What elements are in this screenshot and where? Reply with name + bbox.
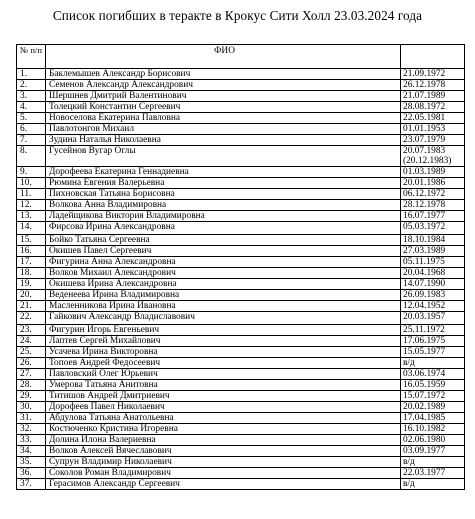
row-number-cell: 25. xyxy=(17,347,46,358)
row-date-cell xyxy=(401,178,465,189)
birth-date: 16.07.1977 xyxy=(403,211,446,221)
row-number-cell: 10. xyxy=(17,178,46,189)
row-name-cell: Волкова Анна Владимировна xyxy=(46,200,401,211)
birth-date: 20.02.1989 xyxy=(403,402,446,412)
table-row xyxy=(17,135,465,146)
row-number-cell: 29. xyxy=(17,391,46,402)
table-row xyxy=(17,402,465,413)
table-row xyxy=(17,369,465,380)
table-row xyxy=(17,290,465,301)
row-date-cell xyxy=(401,167,465,178)
birth-date: в/д xyxy=(403,358,415,368)
row-name-cell: Павловский Олег Юрьевич xyxy=(46,369,401,380)
birth-date: 02.06.1980 xyxy=(403,435,446,445)
birth-date: 16.10.1982 xyxy=(403,424,446,434)
birth-date: в/д xyxy=(403,479,415,489)
table-row xyxy=(17,222,465,235)
table-row xyxy=(17,257,465,268)
row-number-cell: 4. xyxy=(17,102,46,113)
row-date-cell xyxy=(401,290,465,301)
row-name-cell: Титишов Андрей Дмитриевич xyxy=(46,391,401,402)
row-name-cell: Гайкович Александр Владиславович xyxy=(46,312,401,325)
row-date-cell xyxy=(401,102,465,113)
row-name-cell: Окишев Павел Сергеевич xyxy=(46,246,401,257)
row-date-cell xyxy=(401,235,465,246)
row-name-cell: Веденеева Ирина Владимировна xyxy=(46,290,401,301)
row-name-cell: Ладейщикова Виктория Владимировна xyxy=(46,211,401,222)
birth-date: 01.03.1989 xyxy=(403,167,446,177)
row-date-cell xyxy=(401,189,465,200)
row-number-cell: 5. xyxy=(17,113,46,124)
row-date-cell xyxy=(401,413,465,424)
row-name-cell: Волков Михаил Александрович xyxy=(46,268,401,279)
document-title: Список погибших в теракте в Крокус Сити Холл 23.03.2024 года xyxy=(52,8,423,23)
column-header-date xyxy=(401,45,465,69)
row-date-cell xyxy=(401,457,465,468)
table-row xyxy=(17,211,465,222)
table-row xyxy=(17,413,465,424)
row-number-cell: 22. xyxy=(17,312,46,325)
table-row xyxy=(17,347,465,358)
row-date-cell xyxy=(401,268,465,279)
row-number-cell: 9. xyxy=(17,167,46,178)
row-number-cell: 2. xyxy=(17,80,46,91)
table-row xyxy=(17,113,465,124)
table-row xyxy=(17,279,465,290)
row-name-cell: Толецкий Константин Сергеевич xyxy=(46,102,401,113)
row-date-cell xyxy=(401,257,465,268)
table-row xyxy=(17,124,465,135)
birth-date: 25.11.1972 xyxy=(403,325,445,335)
row-number-cell: 11. xyxy=(17,189,46,200)
row-number-cell: 34. xyxy=(17,446,46,457)
row-name-cell: Долина Илона Валериевна xyxy=(46,435,401,446)
birth-date: 26.12.1978 xyxy=(403,80,446,90)
table-row xyxy=(17,380,465,391)
table-header-row xyxy=(17,45,465,69)
row-date-cell xyxy=(401,369,465,380)
row-number-cell: 18. xyxy=(17,268,46,279)
birth-date: 22.03.1977 xyxy=(403,468,446,478)
row-name-cell: Лаптев Сергей Михайлович xyxy=(46,336,401,347)
row-date-cell xyxy=(401,446,465,457)
table-row xyxy=(17,468,465,479)
row-date-cell xyxy=(401,402,465,413)
table-row xyxy=(17,446,465,457)
birth-date: 18.10.1984 xyxy=(403,235,446,245)
row-name-cell: Новоселова Екатерина Павловна xyxy=(46,113,401,124)
table-row xyxy=(17,102,465,113)
table-row xyxy=(17,178,465,189)
row-name-cell: Костюченко Кристина Игоревна xyxy=(46,424,401,435)
row-date-cell xyxy=(401,222,465,235)
row-name-cell: Топоев Андрей Федосеевич xyxy=(46,358,401,369)
row-date-cell xyxy=(401,435,465,446)
table-body xyxy=(17,69,465,490)
row-number-cell: 14. xyxy=(17,222,46,235)
birth-date: 03.09.1977 xyxy=(403,446,446,456)
row-number-cell: 33. xyxy=(17,435,46,446)
row-number-cell: 28. xyxy=(17,380,46,391)
table-row xyxy=(17,457,465,468)
table-row xyxy=(17,479,465,490)
birth-date: 16.05.1959 xyxy=(403,380,446,390)
table-row xyxy=(17,69,465,80)
row-date-cell xyxy=(401,336,465,347)
row-date-cell xyxy=(401,113,465,124)
row-name-cell: Усачева Ирина Викторовна xyxy=(46,347,401,358)
row-date-cell xyxy=(401,135,465,146)
table-row xyxy=(17,80,465,91)
row-name-cell: Зудина Наталья Николаевна xyxy=(46,135,401,146)
row-number-cell: 13. xyxy=(17,211,46,222)
birth-date: 12.04.1952 xyxy=(403,301,446,311)
row-date-cell xyxy=(401,312,465,325)
row-number-cell: 23. xyxy=(17,325,46,336)
table-row xyxy=(17,301,465,312)
birth-date: 05.03.1972 xyxy=(403,222,446,232)
row-date-cell xyxy=(401,211,465,222)
row-number-cell: 19. xyxy=(17,279,46,290)
row-name-cell: Масленникова Ирина Ивановна xyxy=(46,301,401,312)
birth-date: 23.07.1979 xyxy=(403,135,446,145)
row-name-cell: Окишева Ирина Александровна xyxy=(46,279,401,290)
birth-date: 14.07.1990 xyxy=(403,279,446,289)
birth-date: 03.06.1974 xyxy=(403,369,446,379)
row-number-cell: 8. xyxy=(17,146,46,167)
table-row xyxy=(17,391,465,402)
row-date-cell xyxy=(401,80,465,91)
row-date-cell xyxy=(401,69,465,80)
table-row xyxy=(17,235,465,246)
birth-date: 28.12.1978 xyxy=(403,200,446,210)
row-name-cell: Супрун Владимир Николаевич xyxy=(46,457,401,468)
row-name-cell: Гусейнов Вугар Оглы xyxy=(46,146,401,167)
row-date-cell xyxy=(401,301,465,312)
birth-date: 20.07.1983 xyxy=(403,146,446,156)
row-number-cell: 17. xyxy=(17,257,46,268)
birth-date: 17.04.1985 xyxy=(403,413,446,423)
birth-date: 26.09.1983 xyxy=(403,290,446,300)
birth-date: 15.05.1977 xyxy=(403,347,446,357)
birth-date: 21.09.1972 xyxy=(403,69,446,79)
birth-date: 21.07.1989 xyxy=(403,91,446,101)
row-name-cell: Фигурина Анна Александровна xyxy=(46,257,401,268)
row-name-cell: Пихновская Татьяна Борисовна xyxy=(46,189,401,200)
row-name-cell: Семенов Александр Александрович xyxy=(46,80,401,91)
table-row xyxy=(17,200,465,211)
row-name-cell: Герасимов Александр Сергеевич xyxy=(46,479,401,490)
table-row xyxy=(17,189,465,200)
birth-date: 22.05.1981 xyxy=(403,113,446,123)
birth-date: 20.04.1968 xyxy=(403,268,446,278)
row-date-cell xyxy=(401,325,465,336)
row-number-cell: 20. xyxy=(17,290,46,301)
row-name-cell: Рюмина Евгения Валерьевна xyxy=(46,178,401,189)
birth-date: 28.08.1972 xyxy=(403,102,446,112)
row-date-cell xyxy=(401,91,465,102)
row-date-cell xyxy=(401,391,465,402)
birth-date: в/д xyxy=(403,457,415,467)
table-row xyxy=(17,167,465,178)
row-number-cell: 12. xyxy=(17,200,46,211)
row-date-cell xyxy=(401,468,465,479)
table-row xyxy=(17,358,465,369)
birth-date: 01.01.1953 xyxy=(403,124,446,134)
row-number-cell: 6. xyxy=(17,124,46,135)
row-number-cell: 27. xyxy=(17,369,46,380)
row-number-cell: 7. xyxy=(17,135,46,146)
column-header-number: № п/п xyxy=(17,45,46,69)
row-number-cell: 21. xyxy=(17,301,46,312)
row-name-cell: Фигурин Игорь Евгеньевич xyxy=(46,325,401,336)
table-row xyxy=(17,268,465,279)
row-number-cell: 37. xyxy=(17,479,46,490)
row-number-cell: 3. xyxy=(17,91,46,102)
birth-date: 06.12.1972 xyxy=(403,189,446,199)
row-name-cell: Умерова Татьяна Анитовна xyxy=(46,380,401,391)
table-row xyxy=(17,435,465,446)
table-row xyxy=(17,325,465,336)
table-row xyxy=(17,336,465,347)
birth-date: 05.11.1975 xyxy=(403,257,445,267)
birth-date: 27.03.1989 xyxy=(403,246,446,256)
row-number-cell: 16. xyxy=(17,246,46,257)
row-name-cell: Дорофеева Екатерина Геннадиевна xyxy=(46,167,401,178)
row-date-cell xyxy=(401,146,465,167)
row-name-cell: Соколов Роман Владимирович xyxy=(46,468,401,479)
row-number-cell: 15. xyxy=(17,235,46,246)
birth-date-alternate: (20.12.1983) xyxy=(403,156,452,166)
row-number-cell: 24. xyxy=(17,336,46,347)
row-number-cell: 30. xyxy=(17,402,46,413)
row-date-cell xyxy=(401,380,465,391)
row-date-cell xyxy=(401,347,465,358)
row-name-cell: Дорофеев Павел Николаевич xyxy=(46,402,401,413)
row-name-cell: Фирсова Ирина Александровна xyxy=(46,222,401,235)
table-row xyxy=(17,424,465,435)
row-name-cell: Павлотонгов Михаил xyxy=(46,124,401,135)
row-number-cell: 1. xyxy=(17,69,46,80)
row-name-cell: Волков Алексей Вячеславович xyxy=(46,446,401,457)
row-date-cell xyxy=(401,246,465,257)
row-number-cell: 31. xyxy=(17,413,46,424)
row-name-cell: Шершнев Дмитрий Валентинович xyxy=(46,91,401,102)
row-number-cell: 26. xyxy=(17,358,46,369)
row-date-cell xyxy=(401,124,465,135)
row-number-cell: 36. xyxy=(17,468,46,479)
table-row xyxy=(17,246,465,257)
row-date-cell xyxy=(401,200,465,211)
row-date-cell xyxy=(401,358,465,369)
birth-date: 15.07.1972 xyxy=(403,391,446,401)
victims-table xyxy=(16,44,465,490)
row-name-cell: Абдулова Татьяна Анатольевна xyxy=(46,413,401,424)
row-number-cell: 32. xyxy=(17,424,46,435)
table-row xyxy=(17,146,465,167)
birth-date: 20.03.1957 xyxy=(403,312,446,322)
birth-date: 17.06.1975 xyxy=(403,336,446,346)
table-row xyxy=(17,312,465,325)
row-date-cell xyxy=(401,279,465,290)
column-header-name: ФИО xyxy=(46,45,401,69)
row-number-cell: 35. xyxy=(17,457,46,468)
table-row xyxy=(17,91,465,102)
row-name-cell: Бойко Татьяна Сергеевна xyxy=(46,235,401,246)
row-name-cell: Баклемышев Александр Борисович xyxy=(46,69,401,80)
row-date-cell xyxy=(401,479,465,490)
row-date-cell xyxy=(401,424,465,435)
birth-date: 20.01.1986 xyxy=(403,178,446,188)
